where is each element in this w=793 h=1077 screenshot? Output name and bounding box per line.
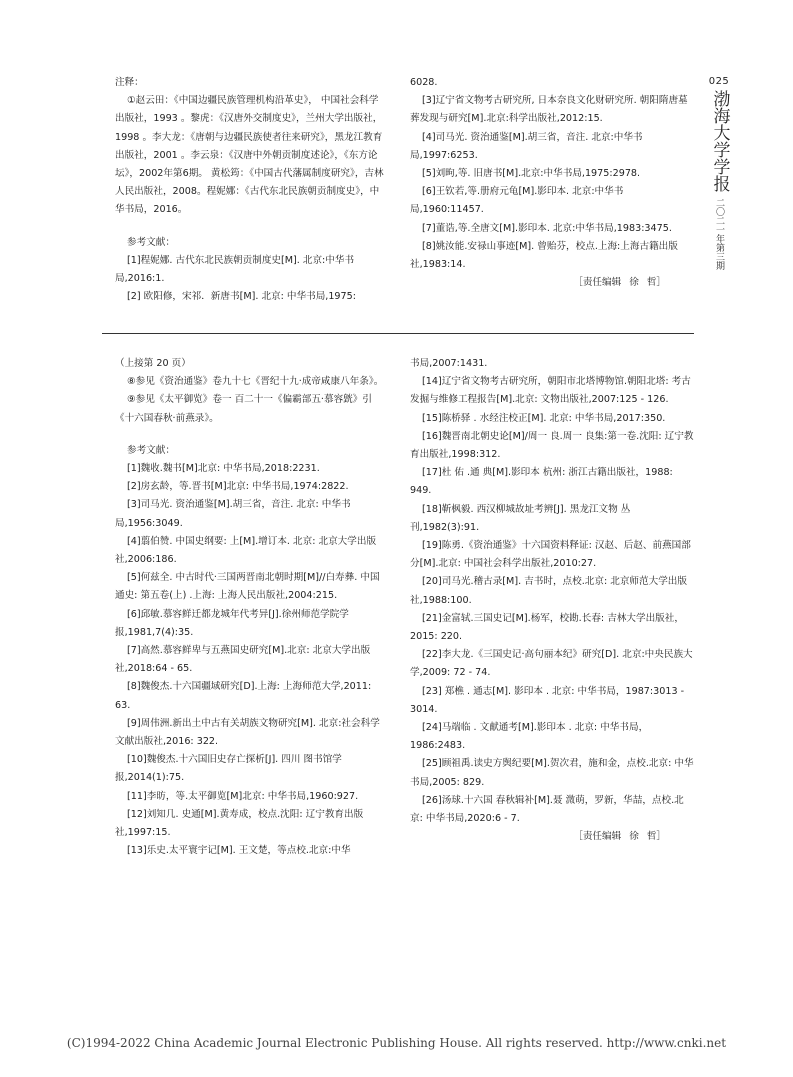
- reference-item: [8]姚汝能.安禄山事迹[M]. 曾贻芬，校点.上海:上海古籍出版社,1983:14.: [410, 240, 678, 271]
- reference-item: [17]杜 佑 .通 典[M].影印本 杭州: 浙江古籍出版社，1988: 949.: [410, 467, 673, 497]
- references-heading: 参考文献：: [127, 236, 175, 248]
- editor-label: ［责任编辑: [573, 277, 622, 289]
- reference-item: [4]司马光. 资治通鉴[M].胡三省，音注. 北京:中华书局,1997:6253.: [410, 131, 643, 161]
- reference-item: [10]魏俊杰.十六国旧史存亡探析[J]. 四川 图书馆学报,2014(1):75.: [115, 754, 342, 784]
- reference-item: [1]程妮娜. 古代东北民族朝贡制度史[M]. 北京:中华书局,2016:1.: [115, 254, 355, 285]
- bottom-left-column: [115, 355, 385, 860]
- reference-item: [2] 欧阳修，宋祁．新唐书[M]. 北京: 中华书局,1975:: [127, 291, 356, 303]
- reference-continuation: 6028.: [410, 77, 438, 88]
- editor-name: 徐: [629, 277, 639, 289]
- journal-sidebar: [707, 76, 731, 270]
- editor-name: 哲］: [646, 831, 666, 843]
- reference-item: [6]邱敏.慕容鲜迁都龙城年代考异[J].徐州师范学院学报,1981,7(4):35.: [115, 608, 349, 638]
- reference-item: [20]司马光.稽古录[M]. 吉书时，点校.北京: 北京师范大学出版社,1988:100.: [410, 576, 687, 606]
- bottom-right-column: [410, 355, 694, 846]
- reference-item: [26]汤球.十六国 春秋辑补[M].聂 溦萌，罗新，华喆，点校.北京: 中华书局,2020:6 - 7.: [410, 794, 684, 825]
- reference-item: [13]乐史.太平寰宇记[M]. 王文楚，等点校.北京:中华: [127, 845, 351, 857]
- references-heading: 参考文献：: [127, 444, 175, 456]
- reference-item: [16]魏晋南北朝史论[M]/周一 良.周一 良集:第一卷.沈阳: 辽宁教育出版社,1998:312.: [410, 430, 694, 461]
- top-right-column: [410, 74, 694, 292]
- reference-item: [7]高然.慕容鲜卑与五燕国史研究[M].北京: 北京大学出版社,2018:64 - 65.: [115, 645, 371, 675]
- reference-item: [23] 郑樵 . 通志[M]. 影印本 . 北京: 中华书局，1987:3013 - 3014.: [410, 685, 685, 715]
- reference-item: [18]靳枫毅. 西汉柳城故址考辨[J]. 黑龙江文物 丛刊,1982(3):91.: [410, 503, 631, 533]
- reference-item: [3]辽宁省文物考古研究所, 日本奈良文化财研究所. 朝阳隋唐墓葬发现与研究[M].北京:科学出版社,2012:15.: [410, 95, 688, 125]
- reference-item: [15]陈桥驿 . 水经注校正[M]. 北京: 中华书局,2017:350.: [422, 412, 666, 424]
- reference-item: [1]魏收.魏书[M]北京: 中华书局,2018:2231.: [127, 463, 320, 475]
- note-8: ⑧参见《资治通鉴》卷九十七《晋纪十九·成帝咸康八年条》。: [127, 376, 384, 388]
- reference-continuation: 书局,2007:1431.: [410, 358, 488, 369]
- reference-item: [5]刘昫,等. 旧唐书[M].北京:中华书局,1975:2978.: [422, 168, 641, 180]
- reference-item: [24]马端临 . 文献通考[M].影印本 . 北京: 中华书局，1986:2483.: [410, 722, 649, 752]
- reference-item: [8]魏俊杰.十六国疆域研究[D].上海: 上海师范大学,2011: 63.: [115, 681, 372, 711]
- reference-item: [11]李昉，等.太平御览[M]北京: 中华书局,1960:927.: [127, 790, 359, 802]
- reference-item: [25]顾祖禹.读史方舆纪要[M].贺次君，施和金，点校.北京: 中华书局,2005: 829.: [410, 758, 694, 788]
- page-number: 025: [708, 76, 730, 87]
- reference-item: [7]董诰,等.全唐文[M].影印本. 北京:中华书局,1983:3475.: [422, 222, 672, 234]
- reference-item: [21]金富轼.三国史记[M].杨军，校勘.长春: 吉林大学出版社，2015: 220.: [410, 612, 684, 643]
- reference-item: [5]何兹全. 中古时代·三国两晋南北朝时期[M]//白寿彝. 中国通史: 第五卷(上) .上海: 上海人民出版社,2004:215.: [115, 572, 380, 602]
- journal-title: 渤海大学学报: [709, 90, 730, 192]
- editor-label: ［责任编辑: [573, 831, 622, 843]
- note-1: ①赵云田：《中国边疆民族管理机构沿革史》， 中国社会科学出版社，1993 。黎虎：《汉唐外交制度史》，兰州大学出版社，1998 。李大龙：《唐朝与边疆民族使者往来研究》，黑龙江教育出版社，2001 。李云泉：《汉唐中外朝贡制度述论》，《东方论坛》，2002年第6期。 黄松筠：《中国古代藩属制度研究》，吉林人民出版社，2008。程妮娜：《古代东北民族朝贡制度史》，中华书局，2016。: [115, 95, 384, 216]
- reference-item: [22]李大龙.《三国史记·高句丽本纪》研究[D]. 北京:中央民族大学,2009: 72 - 74.: [410, 649, 693, 679]
- reference-item: [2]房玄龄，等.晋书[M]北京: 中华书局,1974:2822.: [127, 481, 349, 493]
- reference-item: [12]刘知几. 史通[M].黄寿成，校点.沈阳: 辽宁教育出版社,1997:15.: [115, 808, 364, 839]
- reference-item: [14]辽宁省文物考古研究所，朝阳市北塔博物馆.朝阳北塔: 考古发掘与维修工程报告[M].北京: 文物出版社,2007:125 - 126.: [410, 376, 691, 406]
- top-left-column: [115, 74, 385, 306]
- issue-label: 二〇二一年第三期: [714, 198, 724, 270]
- responsible-editor: [410, 828, 694, 846]
- copyright-footer: (C)1994-2022 China Academic Journal Electronic Publishing House. All rights reserved. http://www.cnki.net: [66, 1036, 727, 1050]
- editor-name: 哲］: [646, 277, 666, 289]
- reference-item: [4]翦伯赞. 中国史纲要: 上[M].增订本. 北京: 北京大学出版社,2006:186.: [115, 535, 377, 566]
- editor-name: 徐: [629, 831, 639, 843]
- note-9: ⑨参见《太平御览》卷一 百二十一《偏霸部五·慕容皝》引《十六国春秋·前燕录》。: [115, 394, 372, 424]
- reference-item: [19]陈勇.《资治通鉴》十六国资料释证: 汉赵、后赵、前燕国部分[M].北京: 中国社会科学出版社,2010:27.: [410, 540, 691, 570]
- section-divider: [102, 333, 694, 334]
- reference-item: [9]周伟洲.新出土中古有关胡族文物研究[M]. 北京:社会科学文献出版社,2016: 322.: [115, 717, 380, 748]
- reference-item: [3]司马光. 资治通鉴[M].胡三省，音注. 北京: 中华书局,1956:3049.: [115, 499, 351, 529]
- reference-item: [6]王钦若,等.册府元龟[M].影印本. 北京:中华书局,1960:11457.: [410, 186, 624, 216]
- responsible-editor: [410, 274, 694, 292]
- notes-heading: 注释：: [115, 77, 144, 88]
- continued-from-label: （上接第 20 页）: [115, 358, 191, 369]
